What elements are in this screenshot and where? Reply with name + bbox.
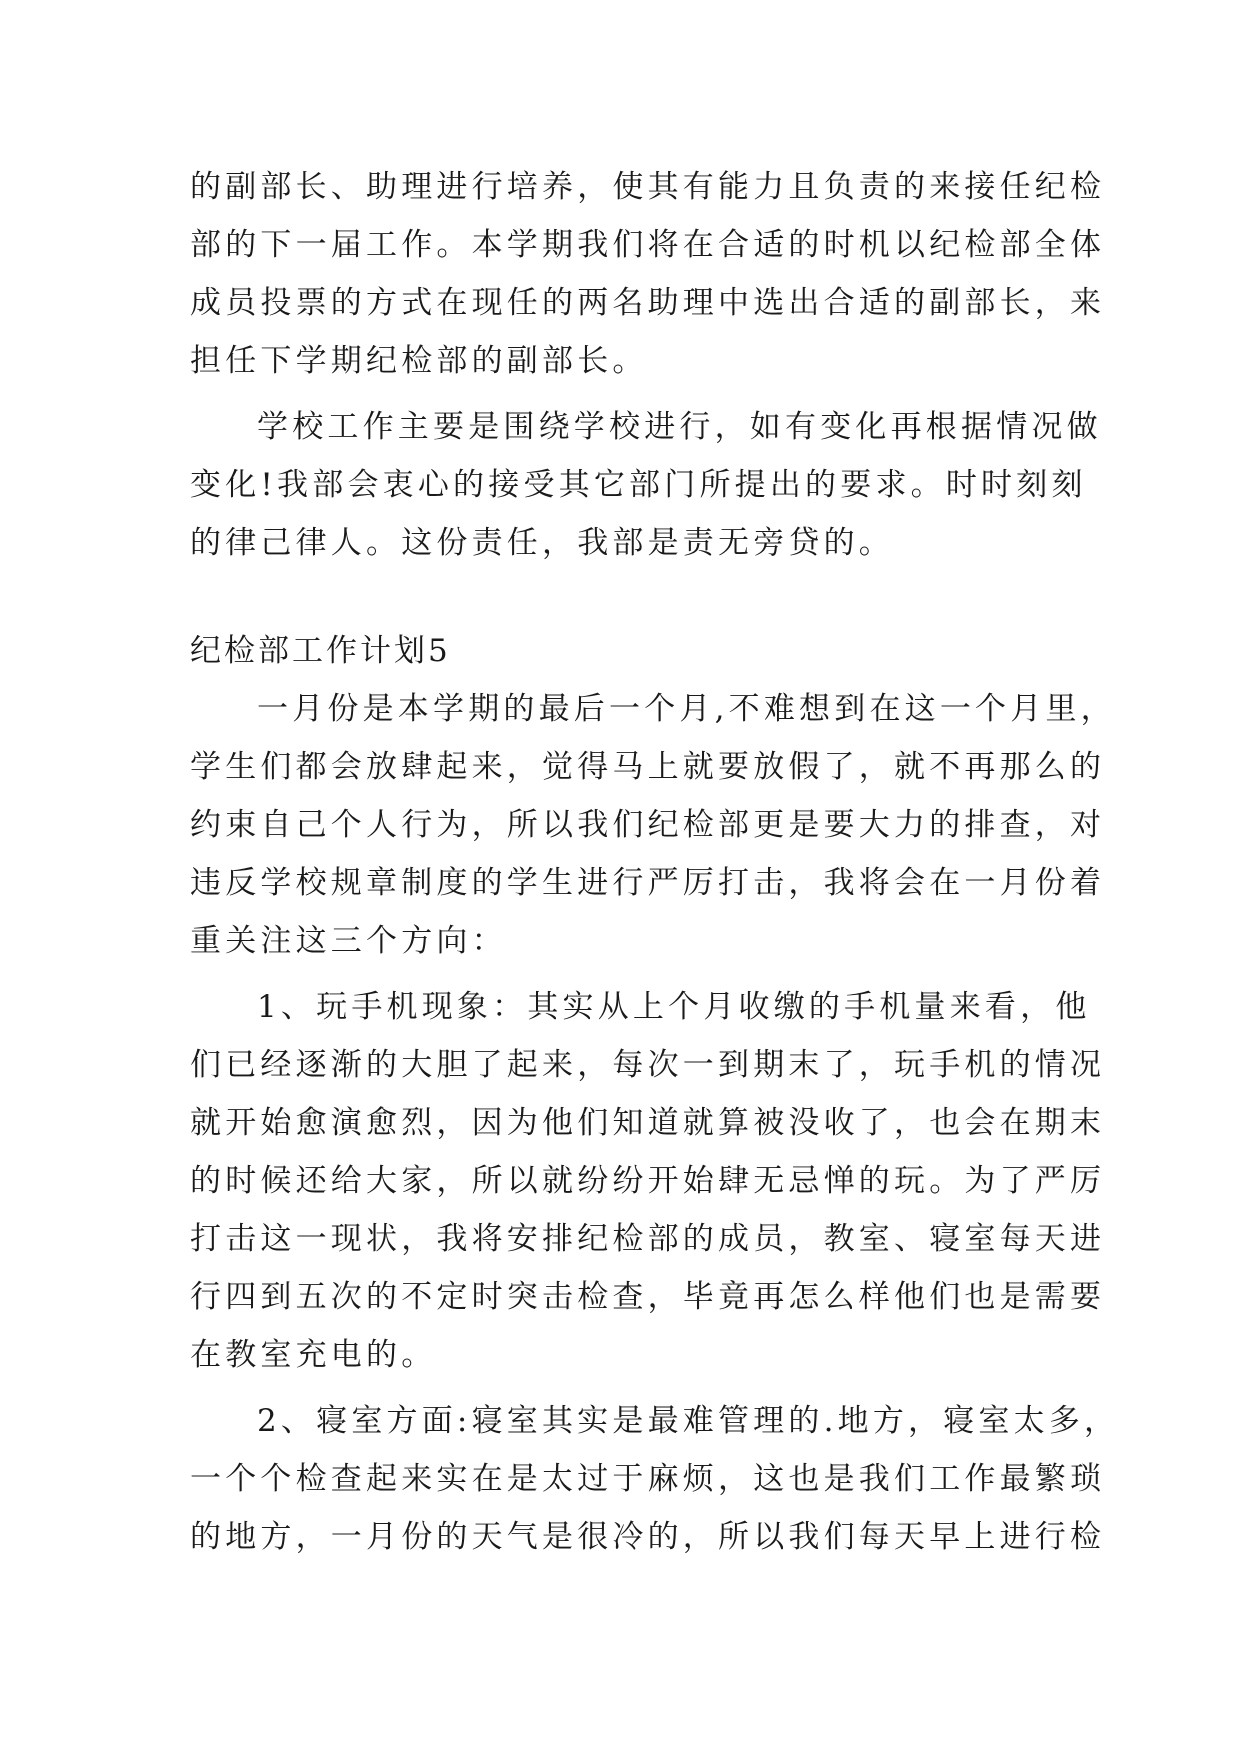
text-line: 行四到五次的不定时突击检查，毕竟再怎么样他们也是需要 [190, 1279, 1106, 1315]
text-line: 担任下学期纪检部的副部长。 [190, 343, 648, 379]
text-line: 2、寝室方面:寝室其实是最难管理的.地方，寝室太多， [257, 1403, 1120, 1439]
text-line: 就开始愈演愈烈，因为他们知道就算被没收了，也会在期末 [190, 1105, 1106, 1141]
text-line: 的地方，一月份的天气是很冷的，所以我们每天早上进行检 [190, 1519, 1106, 1555]
text-line: 们已经逐渐的大胆了起来，每次一到期末了，玩手机的情况 [190, 1047, 1106, 1083]
text-line: 重关注这三个方向： [190, 923, 507, 959]
document-body [190, 158, 1120, 1566]
text-line: 一个个检查起来实在是太过于麻烦，这也是我们工作最繁琐 [190, 1461, 1106, 1497]
paragraph-continuation [190, 158, 1106, 390]
text-line: 打击这一现状，我将安排纪检部的成员，教室、寝室每天进 [190, 1221, 1106, 1257]
text-line: 学生们都会放肆起来，觉得马上就要放假了，就不再那么的 [190, 749, 1106, 785]
text-line: 在教室充电的。 [190, 1337, 437, 1373]
text-line: 约束自己个人行为，所以我们纪检部更是要大力的排查，对 [190, 807, 1106, 843]
text-line: 1、玩手机现象：其实从上个月收缴的手机量来看，他 [257, 989, 1091, 1025]
paragraph-school-work [190, 398, 1102, 572]
paragraph-january-intro [190, 680, 1116, 970]
text-line: 成员投票的方式在现任的两名助理中选出合适的副部长，来 [190, 285, 1106, 321]
text-line: 一月份是本学期的最后一个月,不难想到在这一个月里， [257, 691, 1116, 727]
text-line: 的律己律人。这份责任，我部是责无旁贷的。 [190, 525, 894, 561]
paragraph-phone-usage [190, 978, 1106, 1384]
section-heading: 纪检部工作计划5 [190, 633, 451, 669]
text-line: 违反学校规章制度的学生进行严厉打击，我将会在一月份着 [190, 865, 1106, 901]
text-line: 的时候还给大家，所以就纷纷开始肆无忌惮的玩。为了严厉 [190, 1163, 1106, 1199]
paragraph-dormitory [190, 1392, 1120, 1566]
text-line: 部的下一届工作。本学期我们将在合适的时机以纪检部全体 [190, 227, 1106, 263]
text-line: 变化!我部会衷心的接受其它部门所提出的要求。时时刻刻 [190, 467, 1087, 503]
text-line: 的副部长、助理进行培养，使其有能力且负责的来接任纪检 [190, 169, 1106, 205]
text-line: 学校工作主要是围绕学校进行，如有变化再根据情况做 [257, 409, 1102, 445]
